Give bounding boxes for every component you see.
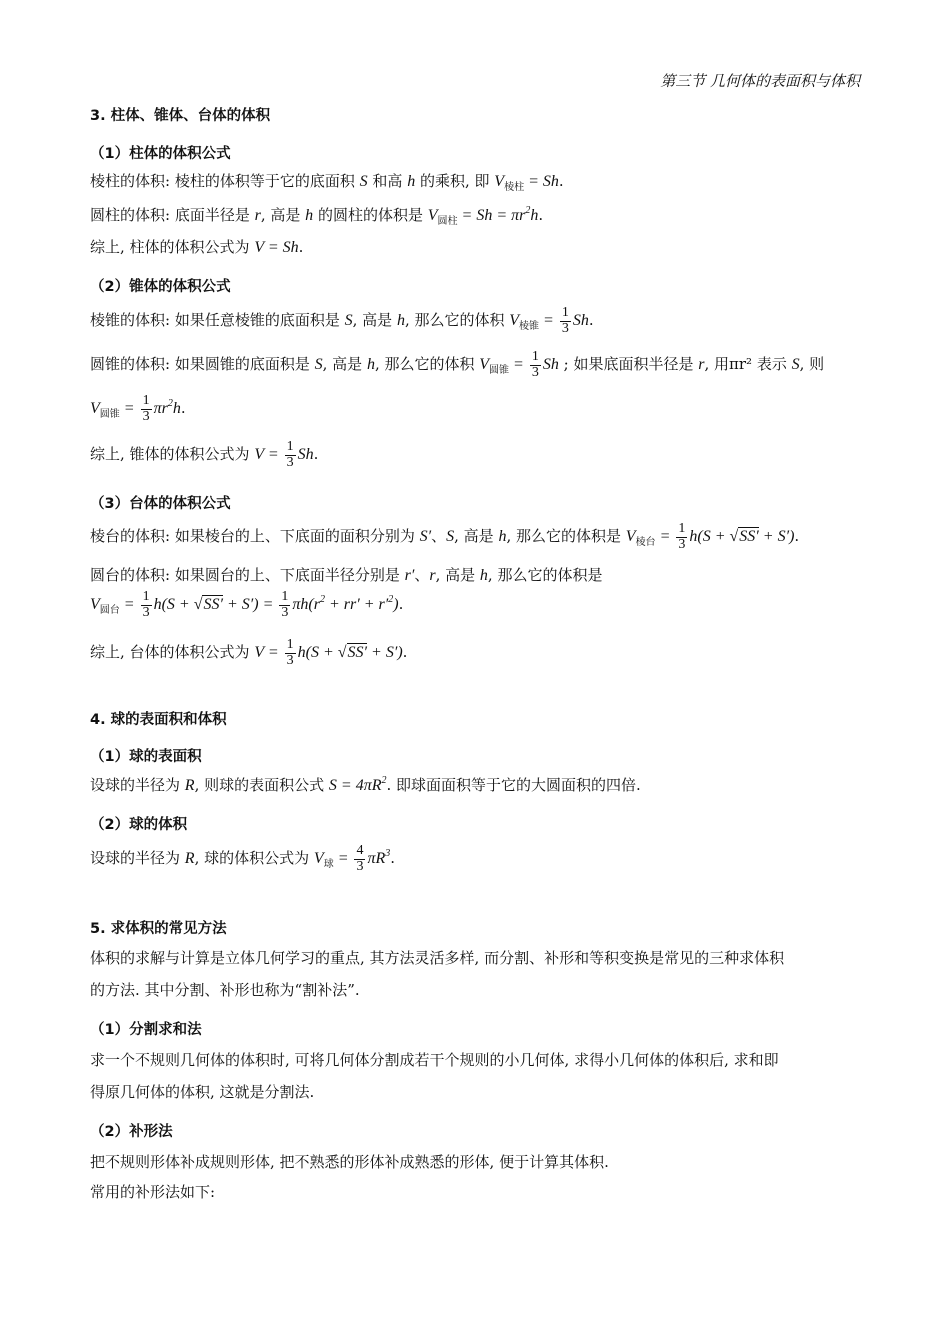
section-3-sub1: （1）柱体的体积公式 — [90, 146, 231, 162]
fill-method-1: 把不规则形体补成规则形体, 把不熟悉的形体补成熟悉的形体, 便于计算其体积. — [90, 1153, 609, 1171]
frustum-volume: 棱台的体积: 如果棱台的上、下底面的面积分别为 S′、S, 高是 h, 那么它的体积是 $V_{棱台}$ = $\frac{1}{3}$ h(S + √SS′ + S′). — [90, 521, 800, 552]
section-3-title: 3. 柱体、锥体、台体的体积 — [90, 108, 271, 124]
prism-summary: 综上, 柱体的体积公式为 V = Sh. — [90, 238, 304, 256]
fill-method-2: 常用的补形法如下: — [90, 1183, 216, 1201]
frustum-summary: 综上, 台体的体积公式为 V = $\frac{1}{3}$ h(S + √SS′ + S′). — [90, 637, 408, 668]
page-header: 第三节 几何体的表面积与体积 — [660, 72, 860, 90]
section-4-title: 4. 球的表面积和体积 — [90, 712, 227, 728]
pyramid-volume: 棱锥的体积: 如果任意棱锥的底面积是 S, 高是 h, 那么它的体积 $V_{棱锥}$ = $\frac{1}{3}$ Sh. — [90, 305, 594, 336]
section-4-sub1: （1）球的表面积 — [90, 749, 202, 765]
section-5-sub1: （1）分割求和法 — [90, 1022, 202, 1038]
section-3-sub3: （3）台体的体积公式 — [90, 496, 231, 512]
prism-volume: 棱柱的体积: 棱柱的体积等于它的底面积 S 和高 h 的乘积, 即 $V_{棱柱} = Sh$. — [90, 172, 564, 193]
sphere-area: 设球的半径为 R, 则球的表面积公式 $S = 4\pi R^2$. 即球面面积等于它的大圆面积的四倍. — [90, 775, 641, 794]
cone-volume-formula: $V_{圆锥}$ = $\frac{1}{3}$ $\pi r^2h$. — [90, 393, 186, 424]
cfrustum-volume-formula: $V_{圆台}$ = $\frac{1}{3}$ h(S + √SS′ + S′) = $\frac{1}{3}$ $\pi h(r^2 + rr' + r'^2)$. — [90, 589, 404, 620]
section-5-intro-1: 体积的求解与计算是立体几何学习的重点, 其方法灵活多样, 而分割、补形和等积变换是常见的三种求体积 — [90, 949, 785, 967]
section-3-sub2: （2）锥体的体积公式 — [90, 279, 231, 295]
sphere-volume: 设球的半径为 R, 球的体积公式为 $V_球$ = $\frac{4}{3}$ $\pi R^3$. — [90, 843, 396, 874]
split-method-2: 得原几何体的体积, 这就是分割法. — [90, 1083, 315, 1101]
cylinder-volume: 圆柱的体积: 底面半径是 r, 高是 h 的圆柱的体积是 $V_{圆柱} = Sh = \pi r^2h$. — [90, 205, 544, 227]
section-5-sub2: （2）补形法 — [90, 1124, 173, 1140]
cone-volume: 圆锥的体积: 如果圆锥的底面积是 S, 高是 h, 那么它的体积 $V_{圆锥}$ = $\frac{1}{3}$ Sh ; 如果底面积半径是 r, 用πr² 表示 S, 则 — [90, 349, 825, 380]
section-5-title: 5. 求体积的常见方法 — [90, 921, 227, 937]
section-4-sub2: （2）球的体积 — [90, 817, 188, 833]
pyramid-summary: 综上, 锥体的体积公式为 V = $\frac{1}{3}$ Sh. — [90, 439, 319, 470]
section-5-intro-2: 的方法. 其中分割、补形也称为“割补法”. — [90, 981, 360, 999]
split-method-1: 求一个不规则几何体的体积时, 可将几何体分割成若干个规则的小几何体, 求得小几何体的体积后, 求和即 — [90, 1051, 779, 1069]
cfrustum-volume: 圆台的体积: 如果圆台的上、下底面半径分别是 r′、r, 高是 h, 那么它的体积是 — [90, 566, 603, 584]
